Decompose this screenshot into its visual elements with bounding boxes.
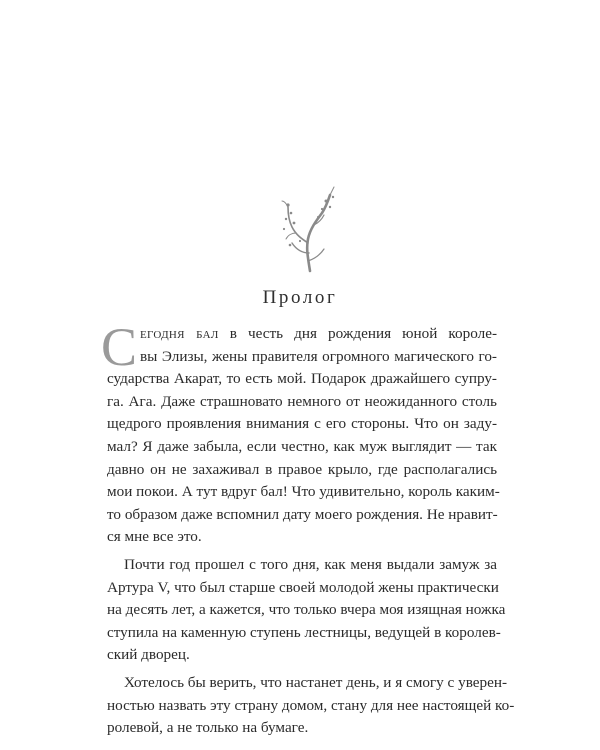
paragraph-1 xyxy=(101,317,500,549)
text-line: егодня бал в честь дня рождения юной короле- xyxy=(140,325,497,342)
lead-in: егодня бал xyxy=(140,325,219,342)
text-line: ролевой, а не только на бумаге. xyxy=(107,719,309,737)
text-line: вы Элизы, жены правителя огромного магического го- xyxy=(140,347,497,365)
paragraph-3 xyxy=(107,672,515,740)
text-line: давно он не захаживал в правое крыло, где располагались xyxy=(107,460,497,478)
flower-sprig-icon xyxy=(270,183,338,273)
text-line: Почти год прошел с того дня, как меня выдали замуж за xyxy=(124,555,497,573)
chapter-body xyxy=(101,317,515,740)
text-line: га. Ага. Даже страшновато немного от неожиданного столь xyxy=(107,392,497,410)
drop-cap: С xyxy=(101,317,138,377)
text-line: сударства Акарат, то есть мой. Подарок дражайшего супру- xyxy=(107,370,497,388)
text-line: ский дворец. xyxy=(107,646,190,664)
text-line: ностью назвать эту страну домом, стану для нее настоящей ко- xyxy=(107,696,515,714)
text-line: мои покои. А тут вдруг бал! Что удивительно, король каким- xyxy=(107,483,500,501)
text-line: щедрого проявления внимания с его стороны. Что он заду- xyxy=(107,415,497,433)
text-line: ступила на каменную ступень лестницы, ведущей в королев- xyxy=(107,623,501,641)
text-line: то образом даже вспомнил дату моего рождения. Не нравит- xyxy=(107,505,498,523)
text-line: Хотелось бы верить, что настанет день, и я смогу с уверен- xyxy=(124,673,508,691)
text-line: мал? Я даже забыла, если честно, как муж выглядит — так xyxy=(107,437,497,455)
chapter-title: Пролог xyxy=(262,287,338,308)
paragraph-2 xyxy=(107,554,506,667)
text-line: Артура V, что был старше своей молодой жены практически xyxy=(107,578,499,596)
text-line: на десять лет, а кажется, что только вчера моя изящная ножка xyxy=(107,601,506,619)
text-line: ся мне все это. xyxy=(107,528,202,546)
